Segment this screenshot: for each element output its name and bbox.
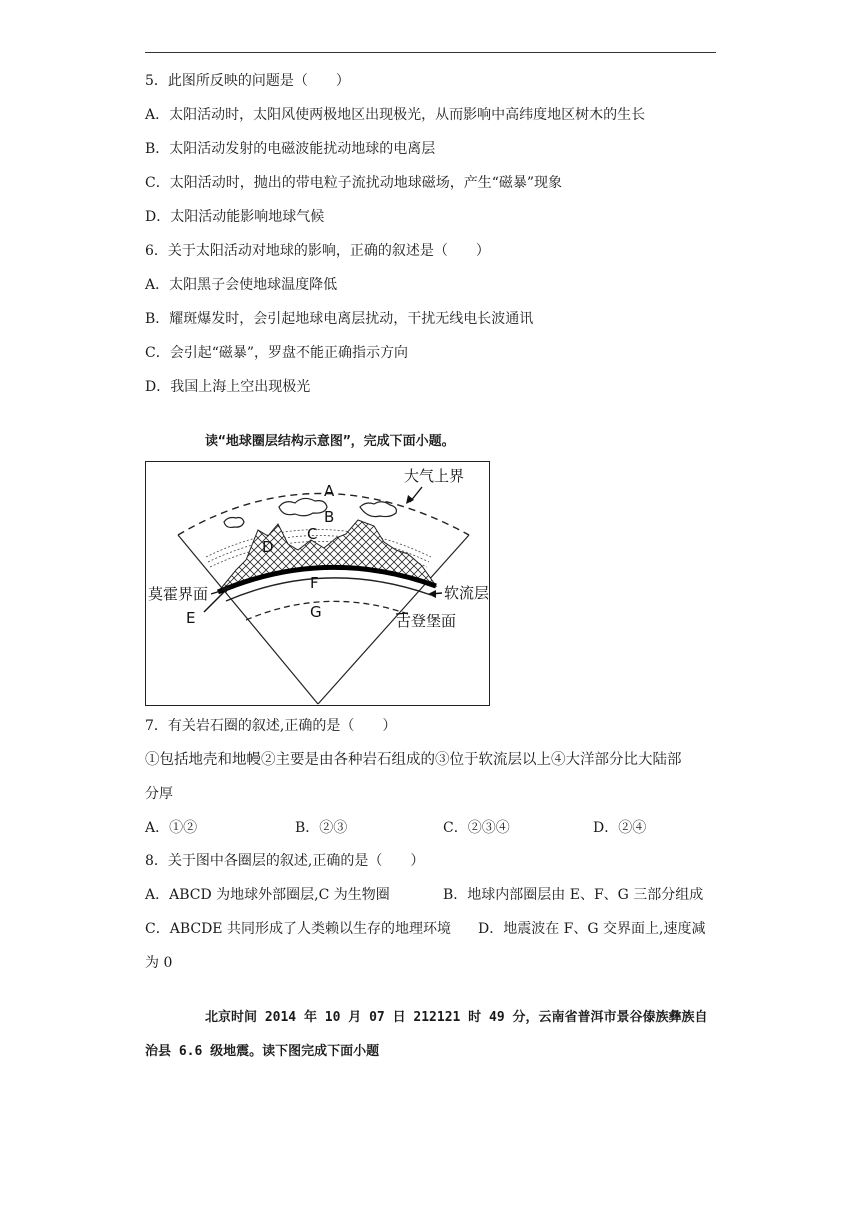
q7-statements-cont: 分厚 [145,786,173,802]
q7-option-c: C．②③④ [443,820,510,836]
q6-option-a: A．太阳黑子会使地球温度降低 [145,277,338,293]
q7-option-d: D．②④ [593,820,647,836]
q6-option-c: C．会引起“磁暴”，罗盘不能正确指示方向 [145,345,409,361]
label-moho: 莫霍界面 [148,585,209,603]
earth-layers-diagram [146,462,491,707]
asthenosphere-boundary [226,578,431,601]
q8-option-b: B．地球内部圈层由 E、F、G 三部分组成 [443,887,704,903]
label-e: E [186,609,196,627]
q5-option-a: A．太阳活动时，太阳风使两极地区出现极光，从而影响中高纬度地区树木的生长 [145,107,646,123]
cloud-icon [279,498,327,515]
figure-intro: 读“地球圈层结构示意图”，完成下面小题。 [205,434,455,449]
header-rule [145,52,716,53]
q5-option-b: B．太阳活动发射的电磁波能扰动地球的电离层 [145,141,436,157]
gutenberg-boundary [246,601,408,620]
q8-option-c: C．ABCDE 共同形成了人类赖以生存的地理环境 [145,921,451,937]
q8-option-d: D．地震波在 F、G 交界面上,速度减 [478,921,706,937]
q7-statements: ①包括地壳和地幔②主要是由各种岩石组成的③位于软流层以上④大洋部分比大陆部 [145,752,682,768]
label-b: B [324,508,335,526]
q8-option-d-cont: 为 0 [145,955,173,971]
label-f: F [310,574,319,592]
q5-option-d: D．太阳活动能影响地球气候 [145,209,325,225]
q8-stem: 8．关于图中各圈层的叙述,正确的是（ ） [145,853,425,869]
cloud-icon [224,518,244,528]
q6-option-d: D．我国上海上空出现极光 [145,379,311,395]
earth-layers-figure [145,461,490,706]
label-asthenosphere: 软流层 [444,584,490,602]
label-a: A [324,482,335,500]
q7-option-a: A．①② [145,820,198,836]
label-gutenberg: 古登堡面 [396,612,457,630]
label-d: D [262,538,274,556]
label-c: C [307,525,318,543]
cloud-icon [360,502,396,517]
q7-option-b: B．②③ [295,820,348,836]
arrow-head-icon [428,590,436,598]
q6-option-b: B．耀斑爆发时，会引起地球电离层扰动，干扰无线电长波通讯 [145,311,534,327]
label-atmosphere-top: 大气上界 [404,467,465,485]
arrow-head-icon [406,495,414,504]
q6-stem: 6．关于太阳活动对地球的影响，正确的叙述是（ ） [145,243,490,259]
q8-option-a: A．ABCD 为地球外部圈层,C 为生物圈 [145,887,390,903]
earthquake-intro-line1: 北京时间 2014 年 10 月 07 日 212121 时 49 分，云南省普洱市景谷傣族彝族自 [205,1010,708,1025]
label-g: G [310,603,322,621]
q5-stem: 5．此图所反映的问题是（ ） [145,73,350,89]
q7-stem: 7．有关岩石圈的叙述,正确的是（ ） [145,718,397,734]
earthquake-intro-line2: 治县 6.6 级地震。读下图完成下面小题 [145,1044,380,1059]
q5-option-c: C．太阳活动时，抛出的带电粒子流扰动地球磁场，产生“磁暴”现象 [145,175,563,191]
